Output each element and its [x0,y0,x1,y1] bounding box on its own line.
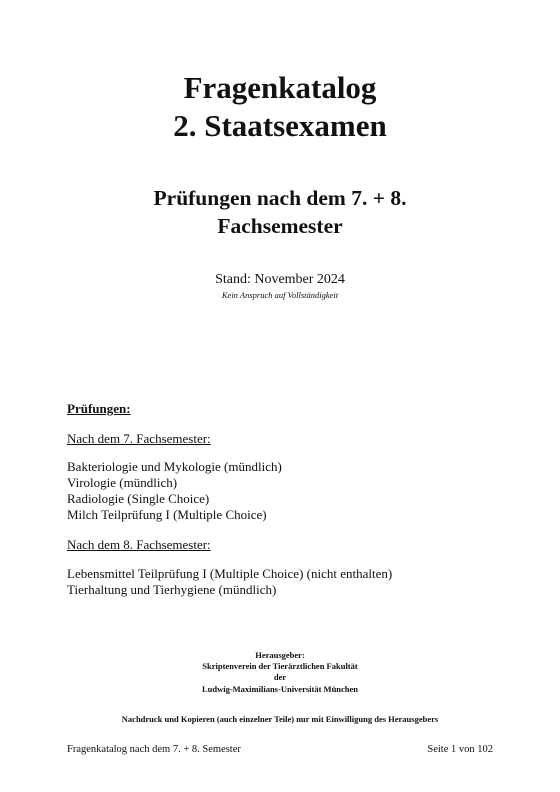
exam-item: Virologie (mündlich) [67,475,178,490]
document-title-line2: 2. Staatsexamen [173,108,387,143]
exam-item: Radiologie (Single Choice) [67,491,210,506]
group-heading-7th-semester: Nach dem 7. Fachsemester: [67,431,211,446]
publisher-label: Herausgeber: [255,650,305,660]
exam-item: Tierhaltung und Tierhygiene (mündlich) [67,582,277,597]
publisher-line2: der [273,672,287,682]
exam-item: Milch Teilprüfung I (Multiple Choice) [67,507,267,522]
stand-date: Stand: November 2024 [215,272,345,287]
publisher-line3: Ludwig-Maximilians-Universität München [201,684,359,694]
copyright-notice: Nachdruck und Kopieren (auch einzelner Teile) nur mit Einwilligung des Herausgebers [121,714,439,724]
document-title-line1: Fragenkatalog [183,70,377,105]
footer-page-number: Seite 1 von 102 [427,744,493,755]
publisher-line1: Skriptenverein der Tierärztlichen Fakultät [202,661,358,671]
exams-heading: Prüfungen: [67,401,131,416]
document-subtitle-line2: Fachsemester [217,214,343,238]
group-heading-8th-semester: Nach dem 8. Fachsemester: [67,537,211,552]
footer-document-name: Fragenkatalog nach dem 7. + 8. Semester [67,744,241,755]
exam-item: Bakteriologie und Mykologie (mündlich) [67,459,282,474]
exam-item: Lebensmittel Teilprüfung I (Multiple Choice) (nicht enthalten) [67,566,393,581]
document-subtitle-line1: Prüfungen nach dem 7. + 8. [153,186,407,210]
disclaimer-note: Kein Anspruch auf Vollständigkeit [221,290,339,300]
